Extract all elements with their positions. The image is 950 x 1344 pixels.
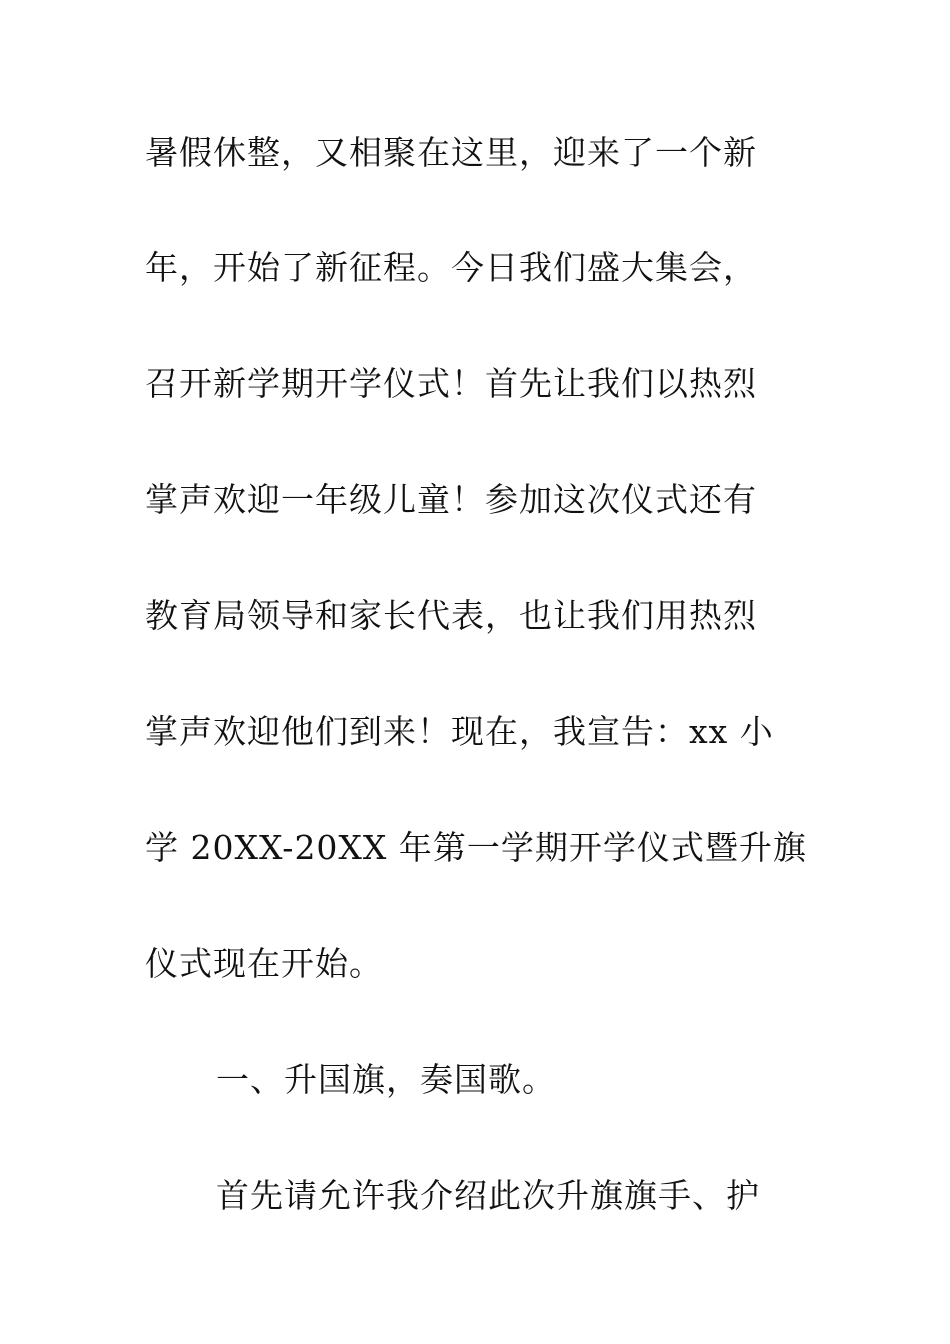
paragraph-line: 暑假休整，又相聚在这里，迎来了一个新 xyxy=(145,133,757,172)
paragraph-line: 学 20XX-20XX 年第一学期开学仪式暨升旗 xyxy=(145,828,807,867)
paragraph-line: 召开新学期开学仪式！首先让我们以热烈 xyxy=(145,364,757,403)
paragraph-line: 掌声欢迎一年级儿童！参加这次仪式还有 xyxy=(145,480,757,519)
paragraph-line: 掌声欢迎他们到来！现在，我宣告：xx 小 xyxy=(145,712,774,751)
paragraph-line: 首先请允许我介绍此次升旗旗手、护 xyxy=(216,1176,760,1215)
paragraph-line: 教育局领导和家长代表，也让我们用热烈 xyxy=(145,596,757,635)
paragraph-line: 年，开始了新征程。今日我们盛大集会， xyxy=(145,248,757,287)
paragraph-line: 仪式现在开始。 xyxy=(145,944,383,983)
section-heading: 一、升国旗，奏国歌。 xyxy=(216,1060,556,1099)
